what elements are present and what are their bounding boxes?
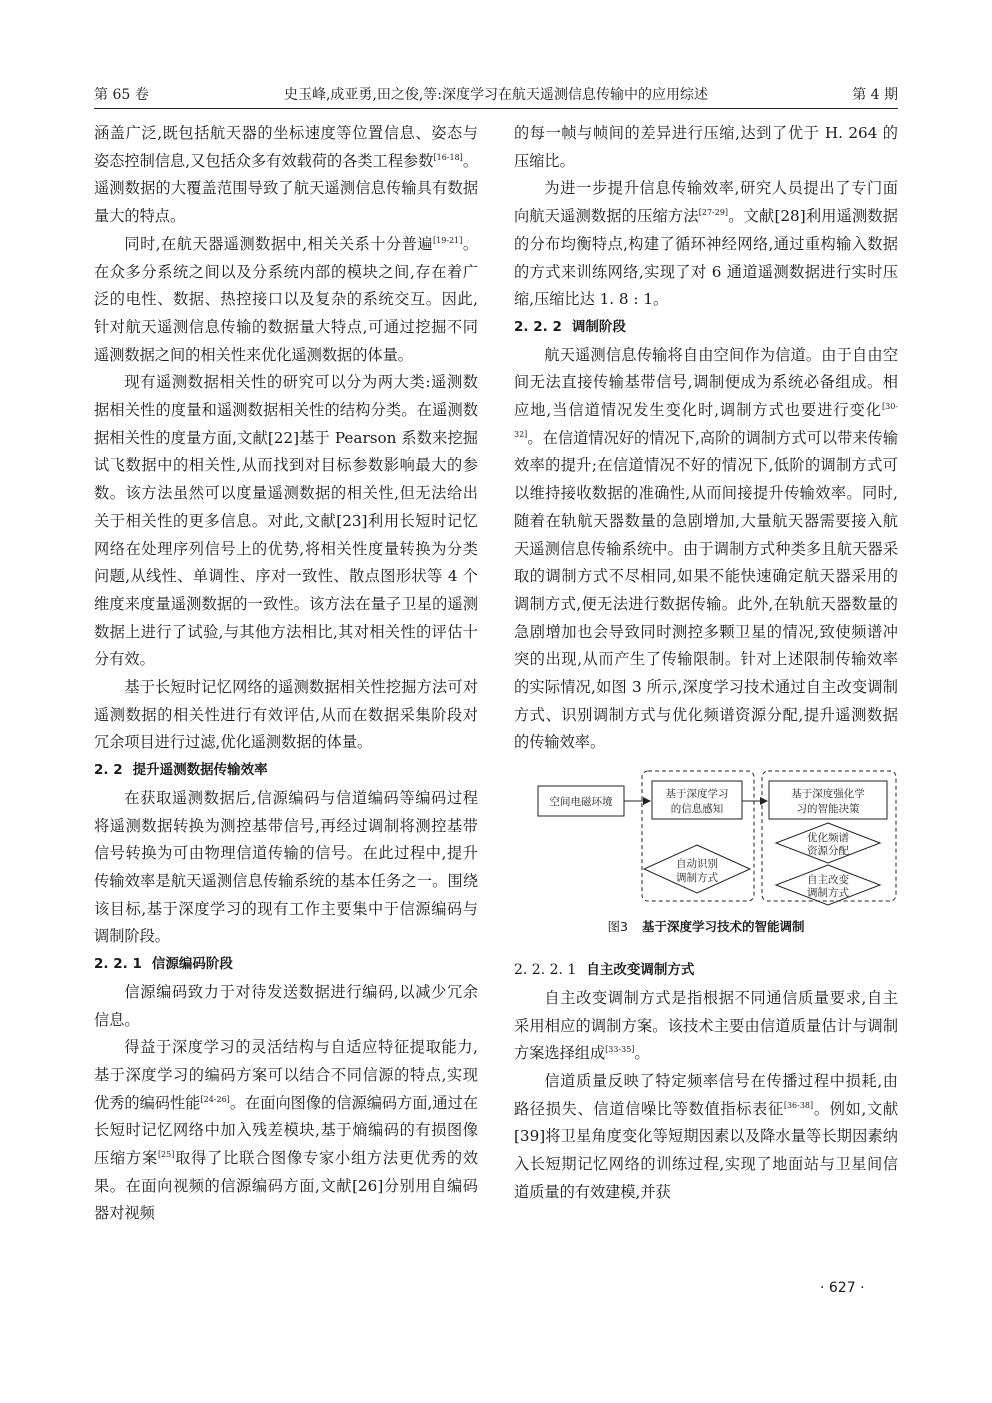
figure-caption: 图3 基于深度学习技术的智能调制	[607, 919, 805, 935]
citation: [24-26]	[200, 1094, 230, 1104]
paragraph: 得益于深度学习的灵活结构与自适应特征提取能力,基于深度学习的编码方案可以结合不同信源的特点,实现优秀的编码性能[24-26]。在面向图像的信源编码方面,通过在长短时记忆网络中加入残差模块,基于熵编码的有损图像压缩方案[25]取得了比联合图像专家小组方法更优秀的效果。在面向视频的信源编码方面,文献[26]分别用自编码器对视频	[94, 1038, 479, 1223]
paragraph: 自主改变调制方式是指根据不同通信质量要求,自主采用相应的调制方案。该技术主要由信道质量估计与调制方案选择组成[33-35]。	[514, 988, 898, 1063]
paragraph: 航天遥测信息传输将自由空间作为信道。由于自由空间无法直接传输基带信号,调制便成为系统必备组成。相应地,当信道情况发生变化时,调制方式也要进行变化[30-32]。在信道情况好的情况下,高阶的调制方式可以带来传输效率的提升;在信道情况不好的情况下,低阶的调制方式可以维持接收数据的准确性,从而间接提升传输效率。同时,随着在轨航天器数量的急剧增加,大量航天器需要接入航天遥测信息传输系统中。由于调制方式种类多且航天器采取的调制方式不尽相同,如果不能快速确定航天器采用的调制方式,便无法进行数据传输。此外,在轨航天器数量的急剧增加也会导致同时测控多颗卫星的情况,致使频谱冲突的出现,从而产生了传输限制。针对上述限制传输效率的实际情况,如图 3 所示,深度学习技术通过自主改变调制方式、识别调制方式与优化频谱资源分配,提升遥测数据的传输效率。	[514, 345, 898, 752]
left-column	[94, 120, 478, 1228]
citation: [19-21]	[433, 235, 463, 245]
decision-box-line1: 基于深度强化学	[791, 788, 865, 801]
running-header	[94, 80, 898, 109]
identify-diamond-line1: 自动识别	[676, 858, 718, 871]
paragraph: 基于长短时记忆网络的遥测数据相关性挖掘方法可对遥测数据的相关性进行有效评估,从而在数据采集阶段对冗余项目进行过滤,优化遥测数据的体量。	[94, 678, 478, 752]
perception-box-line1: 基于深度学习	[665, 788, 729, 801]
spectrum-diamond-line2: 资源分配	[807, 845, 849, 858]
header-authors-title: 史玉峰,成亚勇,田之俊,等:深度学习在航天遥测信息传输中的应用综述	[283, 87, 709, 103]
paragraph: 在获取遥测数据后,信源编码与信道编码等编码过程将遥测数据转换为测控基带信号,再经过调制将测控基带信号转换为可由物理信道传输的信号。在此过程中,提升传输效率是航天遥测信息传输系统的基本任务之一。围绕该目标,基于深度学习的现有工作主要集中于信源编码与调制阶段。	[94, 788, 478, 946]
paragraph: 现有遥测数据相关性的研究可以分为两大类:遥测数据相关性的度量和遥测数据相关性的结构分类。在遥测数据相关性的度量方面,文献[22]基于 Pearson 系数来挖掘试飞数据中的相关性,从而找到对目标参数影响最大的参数。该方法虽然可以度量遥测数据的相关性,但无法给出关于相关性的更多信息。对此,文献[23]利用长短时记忆网络在处理序列信号上的优势,将相关性度量转换为分类问题,从线性、单调性、序对一致性、散点图形状等 4 个维度来度量遥测数据的一致性。该方法在量子卫星的遥测数据上进行了试验,与其他方法相比,其对相关性的评估十分有效。	[94, 373, 478, 669]
citation: [25]	[157, 1150, 175, 1160]
paragraph: 同时,在航天器遥测数据中,相关关系十分普遍[19-21]。在众多分系统之间以及分系统内部的模块之间,存在着广泛的电性、数据、热控接口以及复杂的系统交互。因此,针对航天遥测信息传输的数据量大特点,可通过挖掘不同遥测数据之间的相关性来优化遥测数据的体量。	[94, 234, 479, 364]
citation: [36-38]	[783, 1100, 814, 1110]
paragraph: 的每一帧与帧间的差异进行压缩,达到了优于 H. 264 的压缩比。	[514, 124, 898, 170]
identify-diamond-line2: 调制方式	[676, 872, 718, 885]
citation: [30-32]	[514, 402, 898, 439]
subsection-heading: 2. 2. 2 调制阶段	[514, 318, 626, 335]
figure-3	[514, 757, 898, 957]
page-number: · 627 ·	[820, 1280, 865, 1296]
spectrum-diamond-line1: 优化频谱	[807, 832, 849, 845]
env-box-label: 空间电磁环境	[549, 796, 613, 809]
issue-label: 第 4 期	[852, 87, 898, 103]
paragraph: 信道质量反映了特定频率信号在传播过程中损耗,由路径损失、信道信噪比等数值指标表征[36-38]。例如,文献[39]将卫星角度变化等短期因素以及降水量等长期因素纳入长短期记忆网络的训练过程,实现了地面站与卫星间信道质量的有效建模,并获	[514, 1071, 899, 1201]
citation: [27-29]	[698, 208, 729, 218]
paragraph: 为进一步提升信息传输效率,研究人员提出了专门面向航天遥测数据的压缩方法[27-29]。文献[28]利用遥测数据的分布均衡特点,构建了循环神经网络,通过重构输入数据的方式来训练网络,实现了对 6 通道遥测数据进行实时压缩,压缩比达 1. 8 : 1。	[514, 179, 898, 309]
paragraph: 涵盖广泛,既包括航天器的坐标速度等位置信息、姿态与姿态控制信息,又包括众多有效载荷的各类工程参数[16-18]。遥测数据的大覆盖范围导致了航天遥测信息传输具有数据量大的特点。	[94, 124, 479, 226]
perception-box-line2: 的信息感知	[670, 803, 724, 816]
section-heading: 2. 2 提升遥测数据传输效率	[94, 762, 268, 779]
citation: [33-35]	[605, 1045, 635, 1055]
modulation-diagram	[514, 767, 898, 907]
paragraph: 信源编码致力于对待发送数据进行编码,以减少冗余信息。	[94, 982, 478, 1029]
decision-box-line2: 习的智能决策	[796, 803, 860, 816]
subsection-heading: 2. 2. 1 信源编码阶段	[94, 956, 233, 973]
adapt-diamond-line2: 调制方式	[807, 887, 849, 900]
subsubsection-heading: 2. 2. 2. 1 自主改变调制方式	[514, 962, 695, 979]
volume-label: 第 65 卷	[94, 87, 149, 103]
right-column	[514, 120, 898, 1207]
citation: [16-18]	[433, 152, 463, 162]
adapt-diamond-line1: 自主改变	[807, 874, 849, 887]
